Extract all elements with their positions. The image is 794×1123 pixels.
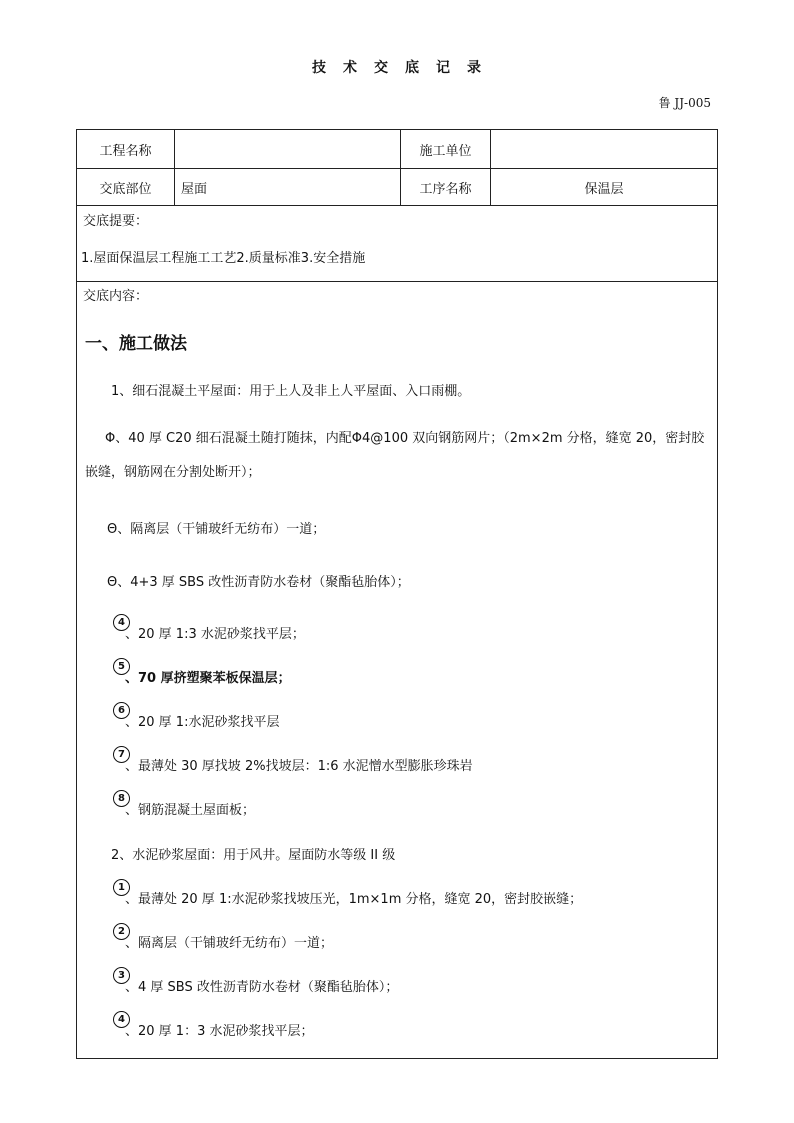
circled-number: 6 [113,702,130,719]
content-item-2-1 [113,882,583,907]
item-text: 、最薄处 20 厚 1:水泥砂浆找坡压光，1m×1m 分格，缝宽 20，密封胶嵌缝； [125,892,583,907]
summary-row [77,206,717,282]
item-text: 、4 厚 SBS 改性沥青防水卷材（聚酯毡胎体）； [125,980,399,995]
content-item-1-8 [113,793,256,818]
item-text: 、20 厚 1：3 水泥砂浆找平层； [125,1024,314,1039]
disclosure-table [76,129,718,1059]
content-item-2: 2、水泥砂浆屋面：用于风井。屋面防水等级 II 级 [111,848,396,863]
item-text: 、隔离层（干铺玻纤无纺布）一道； [125,936,334,951]
project-name-value [175,130,401,168]
title-char: 记 [436,60,451,76]
circled-number: 4 [113,1011,130,1028]
circled-number: 7 [113,746,130,763]
title-char: 交 [374,60,389,76]
content-item-1-5 [113,661,291,686]
summary-text: 1.屋面保温层工程施工工艺2.质量标准3.安全措施 [81,251,366,266]
process-value: 保温层 [584,181,624,197]
title-char: 底 [405,60,420,76]
content-item-1-3: Θ、4+3 厚 SBS 改性沥青防水卷材（聚酯毡胎体）； [107,575,410,590]
location-label: 交底部位 [77,169,175,205]
document-title [0,57,794,77]
title-char: 技 [312,60,327,76]
section-heading: 一、施工做法 [85,334,187,354]
item-text: 、最薄处 30 厚找坡 2%找坡层：1:6 水泥憎水型膨胀珍珠岩 [125,759,473,774]
title-char: 术 [343,60,358,76]
project-name-label: 工程名称 [77,130,175,168]
circled-number: 1 [113,879,130,896]
content-item-2-2 [113,926,334,951]
item-text: 、20 厚 1:水泥砂浆找平层 [125,715,280,730]
content-item-2-4 [113,1014,314,1039]
content-item-1-2: Θ、隔离层（干铺玻纤无纺布）一道； [107,522,326,537]
content-label: 交底内容： [83,289,149,304]
info-row-project [77,130,717,169]
construction-unit-value [491,130,717,168]
content-item-1: 1、细石混凝土平屋面：用于上人及非上人平屋面、入口雨棚。 [111,384,471,399]
info-row-location [77,169,717,206]
item-text: 、70 厚挤塑聚苯板保温层； [125,671,291,686]
circled-number: 5 [113,658,130,675]
circled-number: 8 [113,790,130,807]
content-item-2-3 [113,970,399,995]
content-item-1-6 [113,705,280,730]
content-item-1-4 [113,617,305,642]
circled-number: 4 [113,614,130,631]
summary-label: 交底提要： [83,214,149,229]
item-text: 、钢筋混凝土屋面板； [125,803,256,818]
construction-unit-label: 施工单位 [401,130,491,168]
document-code: 鲁 JJ-005 [658,96,711,110]
content-item-1-1: Φ、40 厚 C20 细石混凝土随打随抹，内配Φ4@100 双向钢筋网片；（2m×2m 分格，缝宽 20，密封胶嵌缝，钢筋网在分割处断开）； [85,431,705,480]
title-char: 录 [467,60,482,76]
item-text: 、20 厚 1:3 水泥砂浆找平层； [125,627,305,642]
circled-number: 3 [113,967,130,984]
process-label: 工序名称 [401,169,491,205]
location-value: 屋面 [175,169,401,205]
content-item-1-7 [113,749,473,774]
circled-number: 2 [113,923,130,940]
